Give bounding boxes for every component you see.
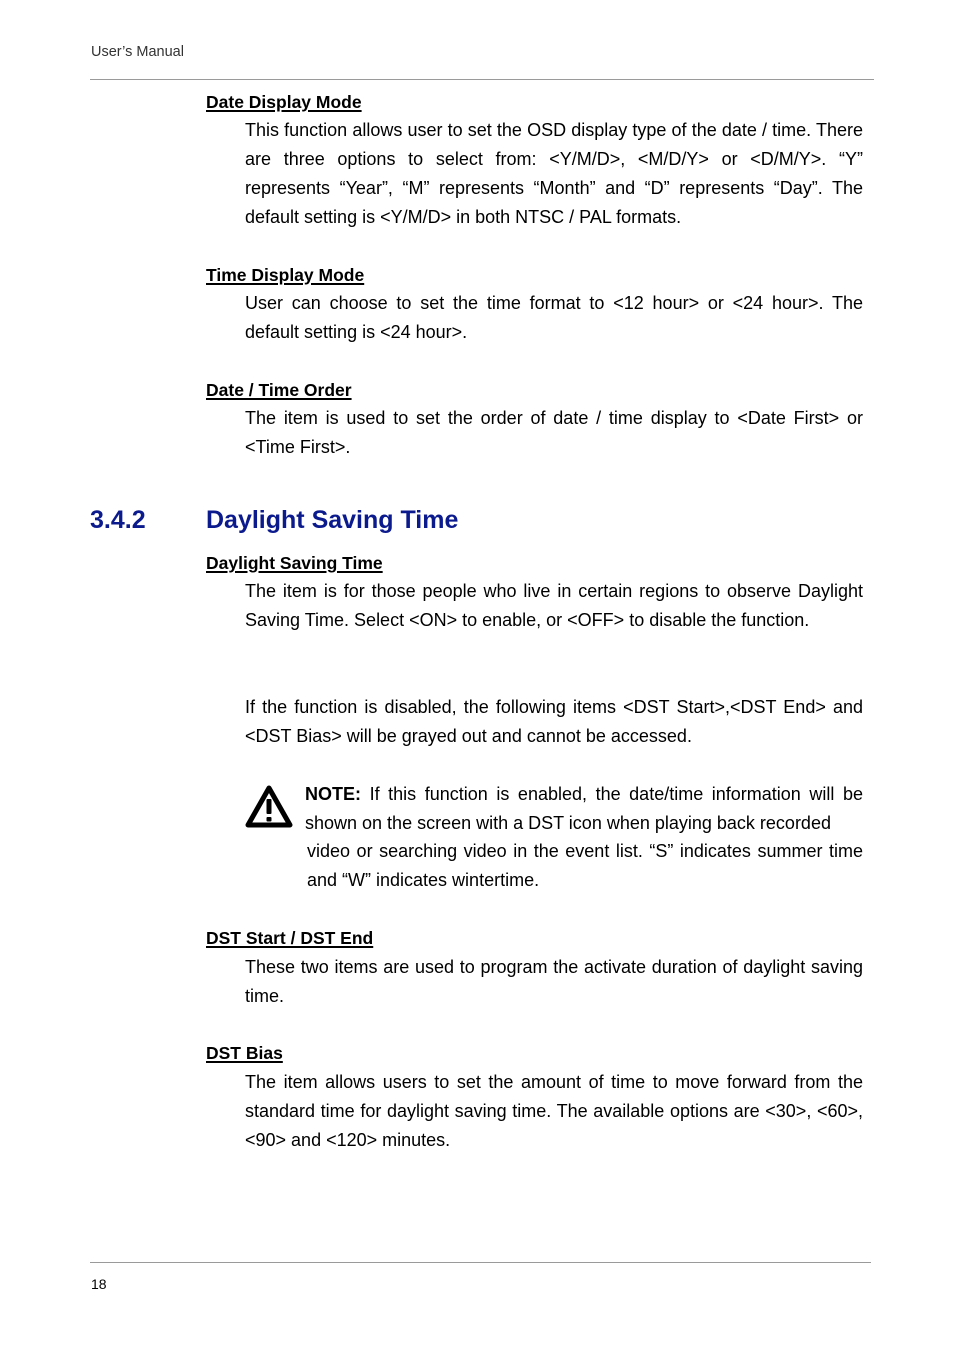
running-header: User’s Manual: [91, 44, 184, 60]
note-text: [305, 780, 863, 838]
heading-dst-start-end: DST Start / DST End: [206, 928, 374, 948]
note-line1: If this function is enabled, the date/time information will be shown on the screen with a DST icon when playing back recorded: [305, 784, 863, 833]
note-text-continued: video or searching video in the event list. “S” indicates summer time and “W” indicates wintertime.: [307, 841, 863, 890]
paragraph-dst-bias: The item allows users to set the amount of time to move forward from the standard time for daylight saving time. The available options are <30>, <60>, <90> and <120> minutes.: [245, 1072, 863, 1150]
paragraph-dst-description: The item is for those people who live in certain regions to observe Daylight Saving Time. Select <ON> to enable, or <OFF> to disable the function.: [245, 581, 863, 630]
section-title: Daylight Saving Time: [206, 506, 459, 534]
paragraph-time-display-mode: User can choose to set the time format to <12 hour> or <24 hour>. The default setting is <24 hour>.: [245, 293, 863, 342]
paragraph-dst-disabled: If the function is disabled, the following items <DST Start>,<DST End> and <DST Bias> will be grayed out and cannot be accessed.: [245, 697, 863, 746]
warning-triangle-icon: [244, 784, 294, 830]
heading-date-time-order: Date / Time Order: [206, 380, 352, 400]
heading-daylight-saving-time: Daylight Saving Time: [206, 553, 383, 573]
paragraph-date-time-order: The item is used to set the order of date / time display to <Date First> or <Time First>.: [245, 408, 863, 457]
section-heading: [90, 503, 458, 537]
paragraph-dst-start-end: These two items are used to program the activate duration of daylight saving time.: [245, 957, 863, 1006]
paragraph-date-display-mode: This function allows user to set the OSD display type of the date / time. There are three options to select from: <Y/M/D>, <M/D/Y> or <D/M/Y>. “Y” represents “Year”, “M” represents “Month” and “D” represents “Day”. The default setting is <Y/M/D> in both NTSC / PAL formats.: [245, 120, 863, 227]
heading-date-display-mode: Date Display Mode: [206, 92, 362, 112]
footer-divider: [90, 1262, 871, 1263]
heading-time-display-mode: Time Display Mode: [206, 265, 365, 285]
page-number: 18: [91, 1276, 107, 1292]
note-label: NOTE:: [305, 784, 361, 804]
header-divider: [90, 79, 874, 80]
heading-dst-bias: DST Bias: [206, 1043, 283, 1063]
section-number: 3.4.2: [90, 506, 146, 534]
